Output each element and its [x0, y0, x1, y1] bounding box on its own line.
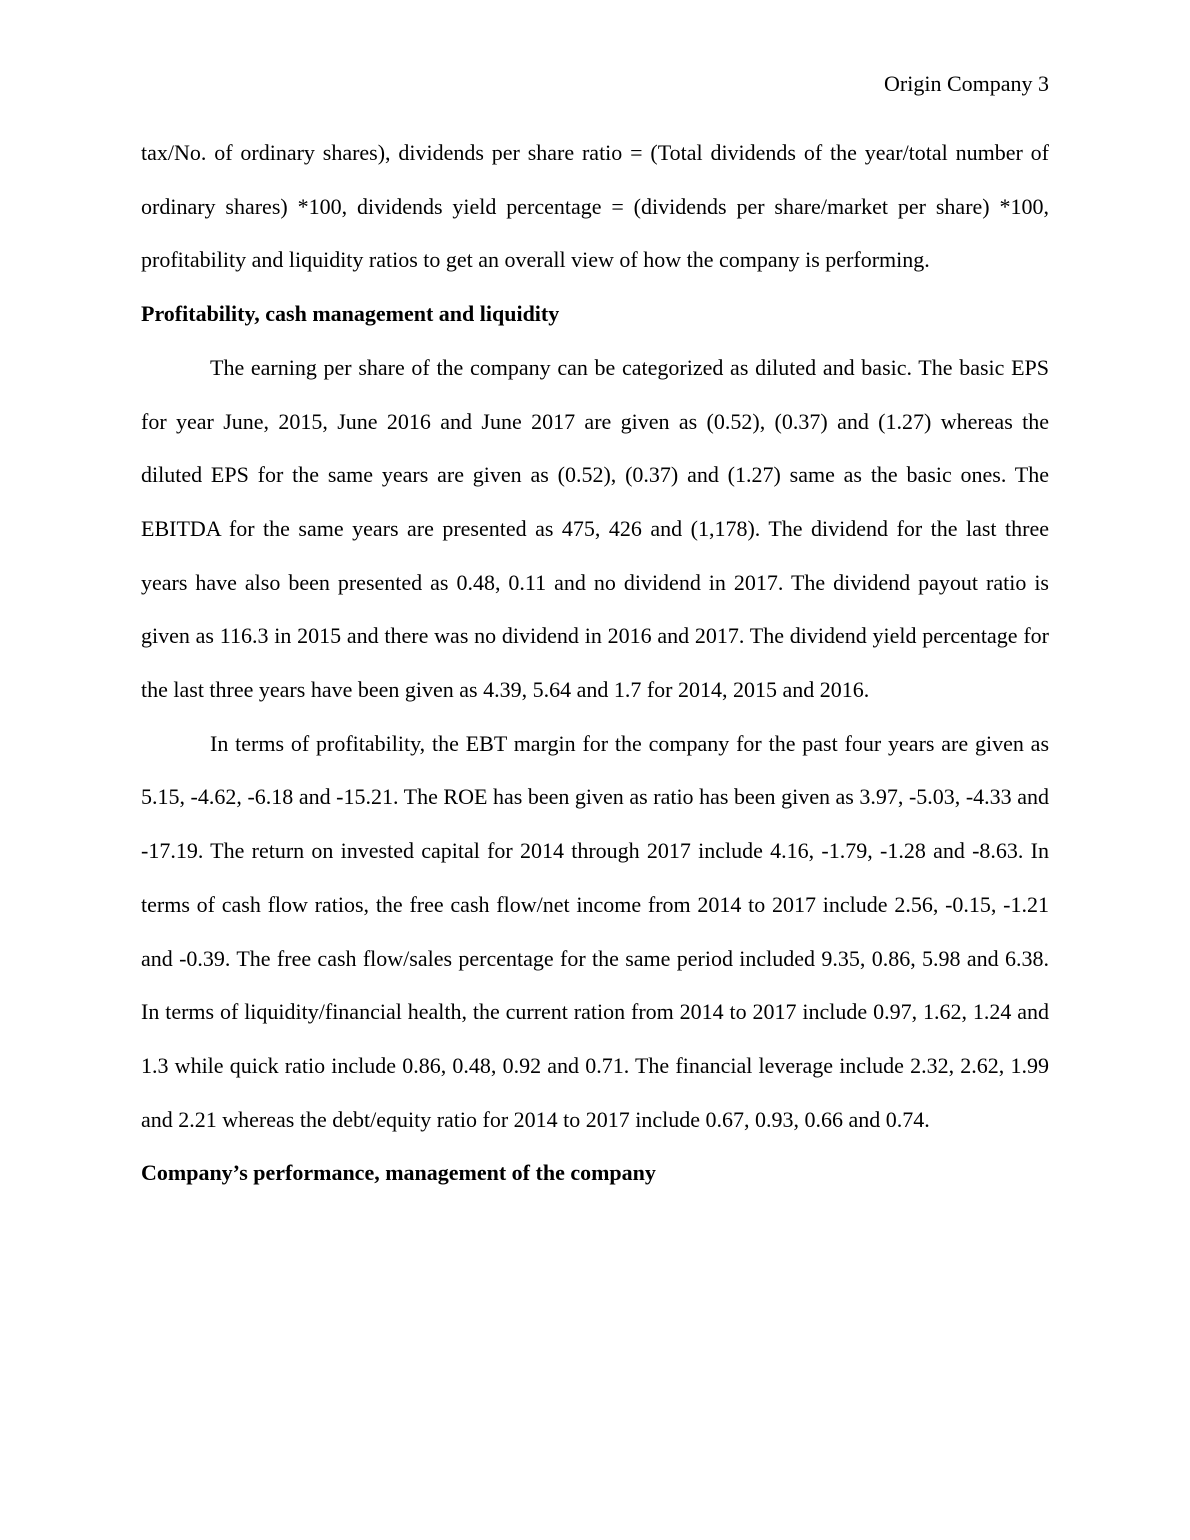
- document-body: [141, 126, 1049, 1200]
- paragraph-eps-dividends: The earning per share of the company can be categorized as diluted and basic. The basic EPS for year June, 2015, June 2016 and June 2017 are given as (0.52), (0.37) and (1.27) whereas the diluted EPS for the same years are given as (0.52), (0.37) and (1.27) same as the basic ones. The EBITDA for the same years are presented as 475, 426 and (1,178). The dividend for the last three years have also been presented as 0.48, 0.11 and no dividend in 2017. The dividend payout ratio is given as 116.3 in 2015 and there was no dividend in 2016 and 2017. The dividend yield percentage for the last three years have been given as 4.39, 5.64 and 1.7 for 2014, 2015 and 2016.: [141, 354, 1049, 703]
- running-head: Origin Company 3: [884, 71, 1049, 96]
- section-heading-profitability: Profitability, cash management and liquidity: [141, 301, 560, 327]
- section-heading-performance: Company’s performance, management of the company: [141, 1160, 656, 1186]
- continuation-paragraph: tax/No. of ordinary shares), dividends per share ratio = (Total dividends of the year/total number of ordinary shares) *100, dividends yield percentage = (dividends per share/market per share) *100, profitability and liquidity ratios to get an overall view of how the company is performing.: [141, 140, 1049, 273]
- paragraph-profitability-ratios: In terms of profitability, the EBT margin for the company for the past four years are given as 5.15, -4.62, -6.18 and -15.21. The ROE has been given as ratio has been given as 3.97, -5.03, -4.33 and -17.19. The return on invested capital for 2014 through 2017 include 4.16, -1.79, -1.28 and -8.63. In terms of cash flow ratios, the free cash flow/net income from 2014 to 2017 include 2.56, -0.15, -1.21 and -0.39. The free cash flow/sales percentage for the same period included 9.35, 0.86, 5.98 and 6.38. In terms of liquidity/financial health, the current ration from 2014 to 2017 include 0.97, 1.62, 1.24 and 1.3 while quick ratio include 0.86, 0.48, 0.92 and 0.71. The financial leverage include 2.32, 2.62, 1.99 and 2.21 whereas the debt/equity ratio for 2014 to 2017 include 0.67, 0.93, 0.66 and 0.74.: [141, 730, 1049, 1132]
